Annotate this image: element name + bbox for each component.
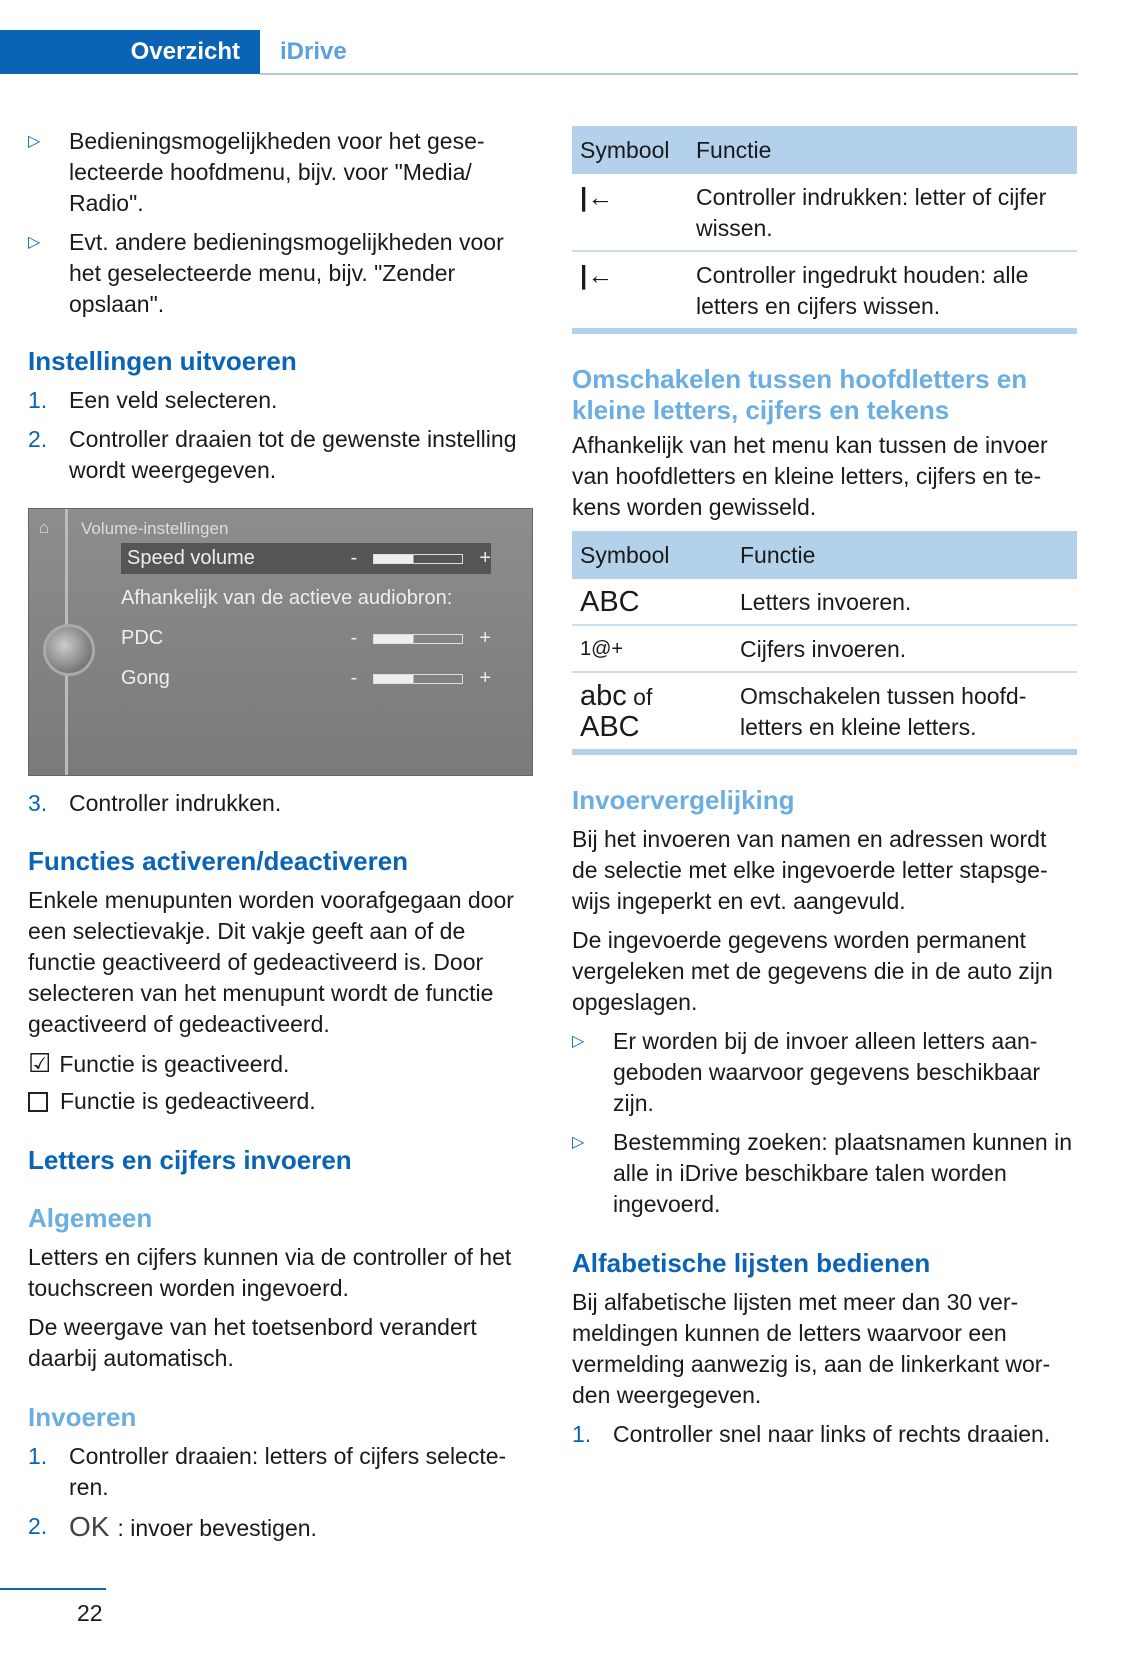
setting-label: Speed volume: [127, 547, 255, 569]
unchecked-row: [28, 1086, 533, 1117]
step-number: 1.: [28, 387, 48, 413]
case-toggle-symbol: [572, 672, 732, 752]
table-cell: Controller ingedrukt houden: alle letters en cijfers wissen.: [688, 251, 1077, 331]
table-cell: Cijfers invoeren.: [732, 625, 1077, 672]
column-header: Functie: [688, 126, 1077, 174]
bullet-text: Bestemming zoeken: plaatsnamen kunnen in alle in iDrive beschikbare talen worden ingevoerd.: [613, 1129, 1073, 1217]
table-row: [572, 251, 1077, 331]
column-header: Symbool: [572, 126, 688, 174]
minus-sign: -: [350, 667, 358, 689]
unchecked-label: Functie is gedeactiveerd.: [60, 1088, 316, 1114]
bullet-text: Bedieningsmogelijkheden voor het geselecteerde hoofdmenu, bijv. voor "Media/ Radio".: [69, 128, 485, 216]
list-item: [572, 1127, 1077, 1220]
table-row: [572, 174, 1077, 251]
header-divider: [260, 73, 1078, 75]
heading-omschakelen: Omschakelen tussen hoofdletters en kleine letters, cijfers en tekens: [572, 364, 1028, 425]
triangle-bullet-icon: ▷: [28, 234, 41, 251]
setting-row: [121, 583, 491, 614]
step-number: 2.: [28, 1513, 48, 1539]
bullet-text: Er worden bij de invoer alleen letters aangeboden waarvoor gegevens beschikbaar zijn.: [613, 1028, 1041, 1116]
unchecked-box-icon: [28, 1092, 48, 1112]
step-text: Controller snel naar links of rechts draaien.: [613, 1421, 1051, 1447]
step-number: 1.: [572, 1421, 592, 1447]
checked-label: Functie is geactiveerd.: [59, 1051, 290, 1077]
volume-slider: [373, 674, 463, 684]
of-text: of: [633, 684, 653, 710]
column-header: Symbool: [572, 531, 732, 579]
plus-sign: +: [479, 667, 491, 689]
setting-row: [121, 623, 491, 654]
setting-row: [121, 543, 491, 574]
list-item: [28, 126, 533, 219]
input-mode-table: [572, 531, 1077, 755]
step-item: [28, 424, 533, 486]
plus-sign: +: [479, 547, 491, 569]
step-number: 2.: [28, 426, 48, 452]
screen-title: Volume-instellingen: [81, 519, 229, 538]
step-text: Controller draaien tot de gewenste instelling wordt weergegeven.: [69, 426, 517, 483]
table-cell: Letters invoeren.: [732, 579, 1077, 625]
backspace-icon: |←: [572, 251, 688, 331]
paragraph: Enkele menupunten worden voorafgegaan door een selectievakje. Dit vakje geeft aan of de functie geactiveerd of gedeactiveerd is. Door selecteren van het menupunt wordt de functie geactiveerd of gedeactiveerd.: [28, 887, 514, 1037]
paragraph: De weergave van het toetsenbord verandert daarbij automatisch.: [28, 1314, 477, 1371]
delete-symbol-table: [572, 126, 1077, 334]
paragraph: De ingevoerde gegevens worden permanent vergeleken met de gegevens die in de auto zijn opgeslagen.: [572, 927, 1053, 1015]
table-cell: Omschakelen tussen hoofdletters en kleine letters.: [732, 672, 1077, 752]
footer-line: [0, 1588, 106, 1590]
heading-alfabetisch: Alfabetische lijsten bedienen: [572, 1248, 931, 1278]
table-cell: Controller indrukken: letter of cijfer wissen.: [688, 174, 1077, 251]
heading-invoeren: Invoeren: [28, 1402, 137, 1432]
volume-slider: [373, 554, 463, 564]
idrive-screenshot: [28, 508, 533, 776]
step-item: [28, 1511, 533, 1544]
step-text: Controller indrukken.: [69, 790, 282, 816]
table-row: [572, 672, 1077, 752]
heading-functies: Functies activeren/deactiveren: [28, 846, 409, 876]
controller-knob-icon: [43, 624, 95, 676]
heading-instellingen: Instellingen uitvoeren: [28, 346, 297, 376]
paragraph: Letters en cijfers kunnen via de controller of het touchscreen worden ingevoerd.: [28, 1244, 512, 1301]
column-header: Functie: [732, 531, 1077, 579]
table-row: [572, 625, 1077, 672]
volume-slider: [373, 634, 463, 644]
setting-label: Afhankelijk van de actieve audiobron:: [121, 587, 453, 609]
page-number: 22: [77, 1600, 103, 1626]
right-column: [572, 126, 1077, 1450]
triangle-bullet-icon: ▷: [572, 1134, 585, 1151]
step-item: [28, 1441, 533, 1503]
step-text: : invoer bevestigen.: [117, 1515, 317, 1541]
step-item: [572, 1419, 1077, 1450]
step-number: 3.: [28, 790, 48, 816]
step-text: Controller draaien: letters of cijfers selecteren.: [69, 1443, 507, 1500]
setting-row: [121, 663, 491, 694]
step-text: Een veld selecteren.: [69, 387, 278, 413]
setting-label: PDC: [121, 627, 164, 649]
paragraph: Afhankelijk van het menu kan tussen de invoer van hoofdletters en kleine letters, cijfers en tekens worden gewisseld.: [572, 432, 1048, 520]
step-item: [28, 385, 533, 416]
abc-lower: abc: [580, 680, 627, 712]
list-item: [572, 1026, 1077, 1119]
header-tab: Overzicht: [0, 30, 260, 74]
minus-sign: -: [350, 547, 358, 569]
plus-sign: +: [479, 627, 491, 649]
numbers-symbol: 1@+: [572, 625, 732, 672]
checked-row: [28, 1048, 533, 1080]
left-column: [28, 126, 533, 1544]
triangle-bullet-icon: ▷: [572, 1033, 585, 1050]
triangle-bullet-icon: ▷: [28, 133, 41, 150]
ok-symbol: OK: [69, 1511, 110, 1542]
heading-algemeen: Algemeen: [28, 1203, 153, 1233]
step-item: [28, 788, 533, 819]
heading-letters: Letters en cijfers invoeren: [28, 1145, 352, 1175]
abc-symbol: ABC: [572, 579, 732, 625]
heading-invoervergelijking: Invoervergelijking: [572, 785, 795, 815]
step-number: 1.: [28, 1443, 48, 1469]
home-icon: ⌂: [39, 518, 50, 537]
checked-box-icon: ☑: [28, 1048, 52, 1078]
abc-upper: ABC: [580, 711, 640, 743]
bullet-text: Evt. andere bedieningsmogelijkheden voor het geselecteerde menu, bijv. "Zender opslaan".: [69, 229, 504, 317]
table-row: [572, 579, 1077, 625]
header-section: iDrive: [280, 38, 347, 65]
setting-label: Gong: [121, 667, 170, 689]
minus-sign: -: [350, 627, 358, 649]
list-item: [28, 227, 533, 320]
paragraph: Bij alfabetische lijsten met meer dan 30 vermeldingen kunnen de letters waarvoor een vermelding aanwezig is, aan de linkerkant worden weergegeven.: [572, 1289, 1051, 1408]
backspace-icon: |←: [572, 174, 688, 251]
paragraph: Bij het invoeren van namen en adressen wordt de selectie met elke ingevoerde letter stapsgewijs ingeperkt en evt. aangevuld.: [572, 826, 1048, 914]
